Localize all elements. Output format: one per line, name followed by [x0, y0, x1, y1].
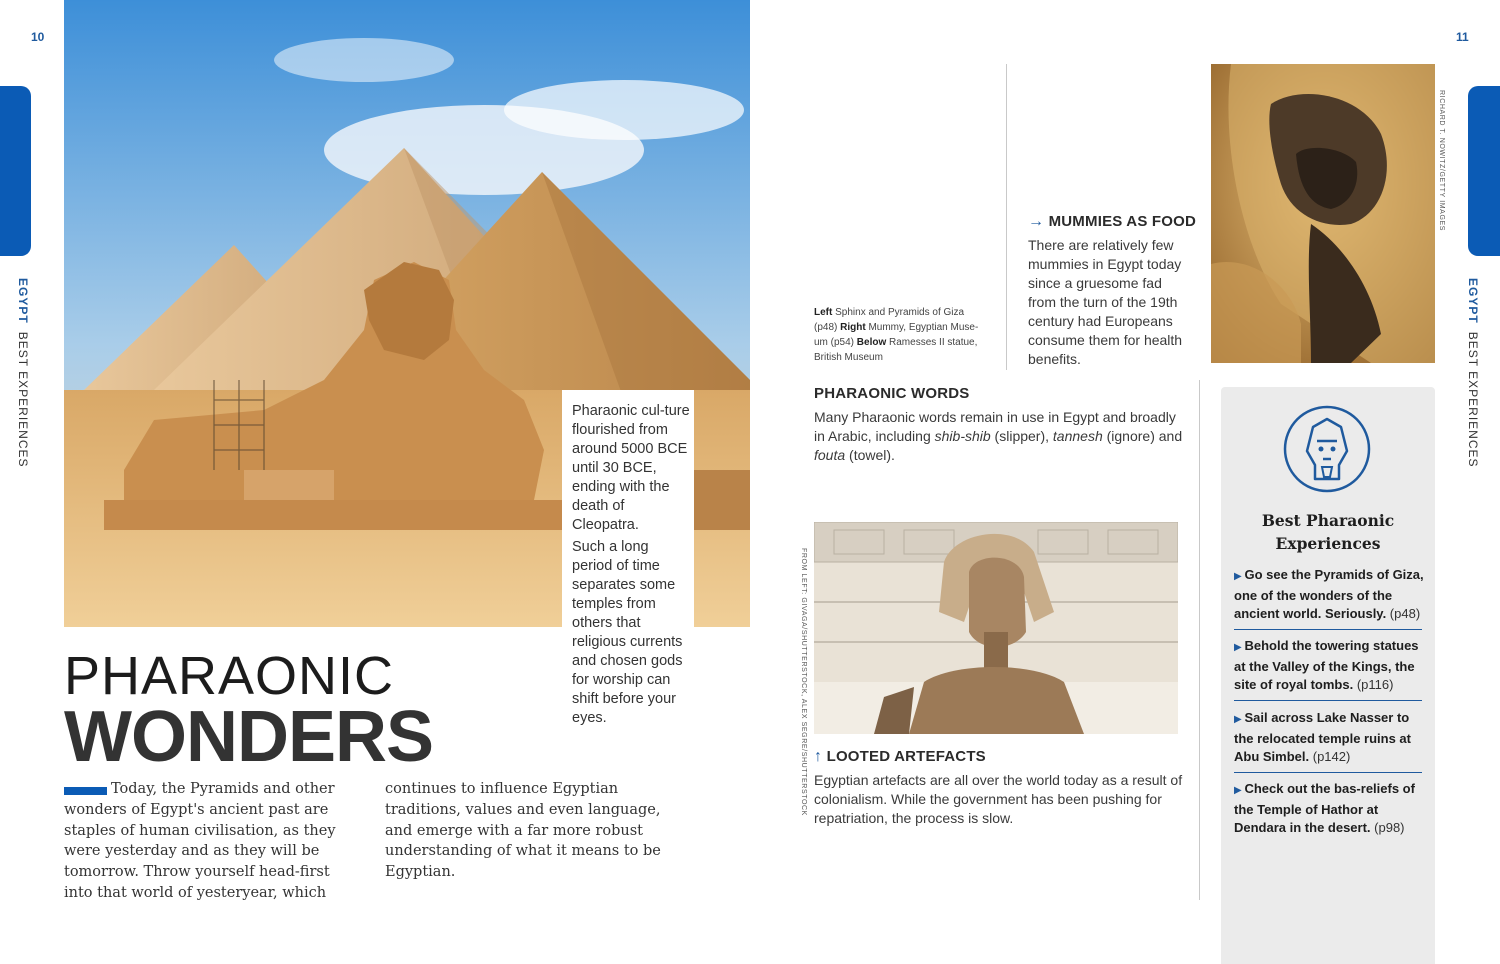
pharaonic-words-text	[814, 408, 1186, 465]
item-divider	[1234, 629, 1422, 630]
word-shib-shib: shib-shib	[934, 428, 991, 444]
mummies-text: There are relatively few mummies in Egypt today since a gruesome fad from the turn of the 19th century had Europeans consume them for health benefits.	[1028, 237, 1183, 367]
item-divider	[1234, 772, 1422, 773]
words-text-part: Many Pharaonic words remain in use in Egypt and broadly in Arabic, including	[814, 409, 1176, 444]
intro-column-2: continues to influence Egyptian traditions, values and even language, and emerge with a far more robust understanding of what it means to be Egyptian.	[385, 781, 661, 881]
experience-item	[1234, 780, 1424, 838]
experience-item	[1234, 566, 1424, 624]
sidebar-paragraph: Pharaonic cul-ture flourished from around 5000 BCE until 30 BCE, ending with the death of Cleopatra.	[572, 403, 690, 533]
caption-text-left: Sphinx and Pyramids of Giza (p48)	[814, 307, 965, 333]
triangle-bullet-icon: ▶	[1234, 714, 1245, 725]
experience-text: Go see the Pyramids of Giza, one of the wonders of the ancient world. Seriously.	[1234, 567, 1424, 621]
pharaonic-words-heading: PHARAONIC WORDS	[814, 385, 970, 402]
caption-text-right: Mummy, Egyptian Muse-um (p54)	[814, 322, 979, 348]
arrow-right-icon: →	[1028, 213, 1045, 230]
caption-label-left: Left	[814, 307, 833, 318]
section-tab-left	[0, 86, 31, 256]
triangle-bullet-icon: ▶	[1234, 571, 1245, 582]
pharaoh-icon	[1283, 405, 1371, 493]
word-tannesh: tannesh	[1052, 428, 1103, 444]
column-divider	[1006, 64, 1007, 370]
caption-label-right: Right	[840, 322, 866, 333]
page-title-line2: WONDERS	[64, 697, 433, 777]
mummy-photo	[1211, 64, 1435, 363]
column-divider	[1199, 380, 1200, 900]
sidebar-paragraph: Such a long period of time separates some temples from others that religious currents and chosen gods for worship can shift before your eyes.	[572, 539, 683, 726]
running-head-left	[16, 278, 30, 468]
experience-text: Behold the towering statues at the Valley of the Kings, the site of royal tombs.	[1234, 638, 1419, 692]
photo-caption	[814, 305, 986, 365]
running-head-country: EGYPT	[16, 278, 30, 324]
experience-page-ref: (p98)	[1370, 820, 1405, 835]
page-number-right: 11	[1456, 30, 1469, 44]
photo-credit-mummy: RICHARD T. NOWITZ/GETTY IMAGES	[1438, 90, 1445, 232]
photo-credit-statue: FROM LEFT: GIVAGA/SHUTTERSTOCK, ALEX SEGRE/SHUTTERSTOCK	[800, 548, 807, 816]
experience-page-ref: (p116)	[1353, 677, 1394, 692]
experience-page-ref: (p142)	[1309, 749, 1351, 764]
item-divider	[1234, 700, 1422, 701]
looted-heading	[814, 748, 986, 766]
running-head-country: EGYPT	[1466, 278, 1480, 324]
running-head-section: BEST EXPERIENCES	[1466, 331, 1480, 468]
caption-text-below: Ramesses II statue, British Museum	[814, 337, 978, 363]
ramesses-statue-photo	[814, 522, 1178, 734]
best-experiences-title	[1221, 509, 1435, 555]
experience-text: Sail across Lake Nasser to the relocated temple ruins at Abu Simbel.	[1234, 710, 1411, 764]
triangle-bullet-icon: ▶	[1234, 642, 1245, 653]
page-title-line1: PHARAONIC	[64, 646, 395, 706]
words-text-part: (slipper),	[990, 428, 1053, 444]
mummies-heading	[1028, 213, 1196, 231]
experience-text: Check out the bas-reliefs of the Temple of Hathor at Dendara in the desert.	[1234, 781, 1415, 835]
triangle-bullet-icon: ▶	[1234, 785, 1245, 796]
experience-item	[1234, 709, 1424, 767]
page-number-left: 10	[31, 30, 45, 44]
running-head-section: BEST EXPERIENCES	[16, 331, 30, 468]
experience-page-ref: (p48)	[1386, 606, 1421, 621]
running-head-right	[1466, 278, 1480, 468]
mummies-heading-text: MUMMIES AS FOOD	[1048, 213, 1197, 230]
caption-label-below: Below	[856, 337, 887, 348]
intro-column-1: Today, the Pyramids and other wonders of Egypt's ancient past are staples of human civilisation, as they were yesterday and as they will be tomorrow. Throw yourself head-first into that world of yesteryear, which	[64, 781, 336, 901]
sidebar-text	[572, 402, 690, 728]
best-experiences-title-line2: Experiences	[1275, 534, 1381, 553]
words-text-part: (ignore) and	[1102, 428, 1183, 444]
arrow-up-icon: ↑	[814, 748, 823, 765]
looted-text: Egyptian artefacts are all over the world today as a result of colonialism. While the government has been pushing for repatriation, the process is slow.	[814, 772, 1183, 826]
word-fouta: fouta	[814, 447, 846, 463]
best-experiences-title-line1: Best Pharaonic	[1261, 511, 1395, 530]
section-tab-right	[1468, 86, 1500, 256]
words-text-part: (towel).	[845, 447, 895, 463]
looted-heading-text: LOOTED ARTEFACTS	[826, 748, 986, 765]
experience-item	[1234, 637, 1424, 695]
